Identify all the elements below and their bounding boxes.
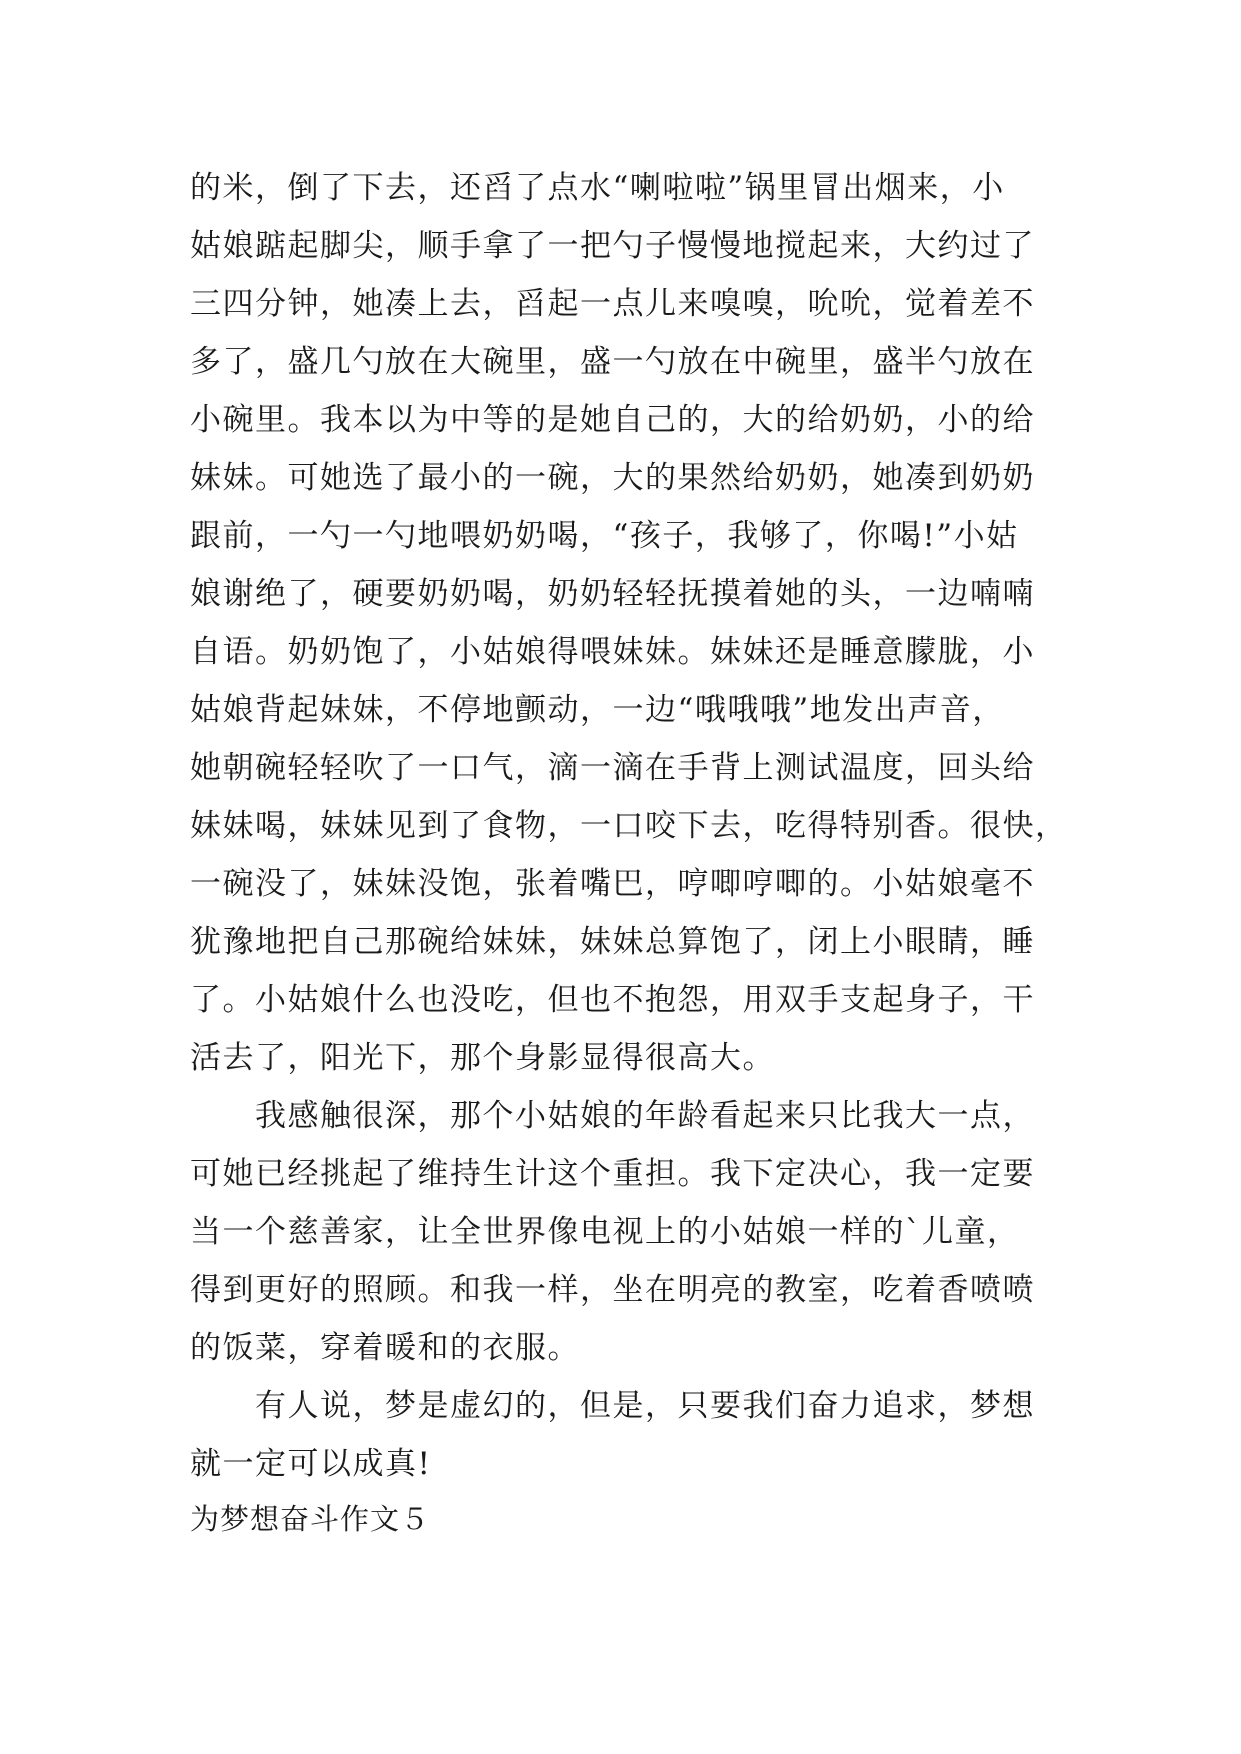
paragraph-line: 她朝碗轻轻吹了一口气，滴一滴在手背上测试温度，回头给	[190, 750, 1035, 786]
paragraph-line: 自语。奶奶饱了，小姑娘得喂妹妹。妹妹还是睡意朦胧，小	[190, 634, 1035, 670]
paragraph-line: 跟前，一勺一勺地喂奶奶喝，“孩子，我够了，你喝!”小姑	[190, 518, 1019, 554]
paragraph-line: 得到更好的照顾。和我一样，坐在明亮的教室，吃着香喷喷	[190, 1272, 1035, 1308]
paragraph-line: 当一个慈善家，让全世界像电视上的小姑娘一样的`儿童，	[190, 1214, 1020, 1250]
section-title: 为梦想奋斗作文５	[190, 1502, 431, 1536]
paragraph-line: 有人说，梦是虚幻的，但是，只要我们奋力追求，梦想	[190, 1388, 1035, 1424]
paragraph-line: 的饭菜，穿着暖和的衣服。	[190, 1330, 580, 1366]
paragraph-line: 的米，倒了下去，还舀了点水“喇啦啦”锅里冒出烟来，小	[190, 170, 1005, 206]
paragraph-line: 妹妹喝，妹妹见到了食物，一口咬下去，吃得特别香。很快，	[190, 808, 1068, 844]
paragraph-line: 妹妹。可她选了最小的一碗，大的果然给奶奶，她凑到奶奶	[190, 460, 1035, 496]
paragraph-line: 姑娘背起妹妹，不停地颤动，一边“哦哦哦”地发出声音，	[190, 692, 1005, 728]
paragraph-line: 小碗里。我本以为中等的是她自己的，大的给奶奶，小的给	[190, 402, 1035, 438]
paragraph-line: 犹豫地把自己那碗给妹妹，妹妹总算饱了，闭上小眼睛，睡	[190, 924, 1035, 960]
paragraph-line: 三四分钟，她凑上去，舀起一点儿来嗅嗅，吮吮，觉着差不	[190, 286, 1035, 322]
paragraph-line: 多了，盛几勺放在大碗里，盛一勺放在中碗里，盛半勺放在	[190, 344, 1035, 380]
paragraph-line: 姑娘踮起脚尖，顺手拿了一把勺子慢慢地搅起来，大约过了	[190, 228, 1035, 264]
paragraph-line: 就一定可以成真!	[190, 1446, 432, 1482]
paragraph-line: 了。小姑娘什么也没吃，但也不抱怨，用双手支起身子，干	[190, 982, 1035, 1018]
paragraph-line: 可她已经挑起了维持生计这个重担。我下定决心，我一定要	[190, 1156, 1035, 1192]
paragraph-line: 我感触很深，那个小姑娘的年龄看起来只比我大一点，	[190, 1098, 1035, 1134]
paragraph-line: 娘谢绝了，硬要奶奶喝，奶奶轻轻抚摸着她的头，一边喃喃	[190, 576, 1035, 612]
paragraph-line: 活去了，阳光下，那个身影显得很高大。	[190, 1040, 775, 1076]
paragraph-line: 一碗没了，妹妹没饱，张着嘴巴，哼唧哼唧的。小姑娘毫不	[190, 866, 1035, 902]
